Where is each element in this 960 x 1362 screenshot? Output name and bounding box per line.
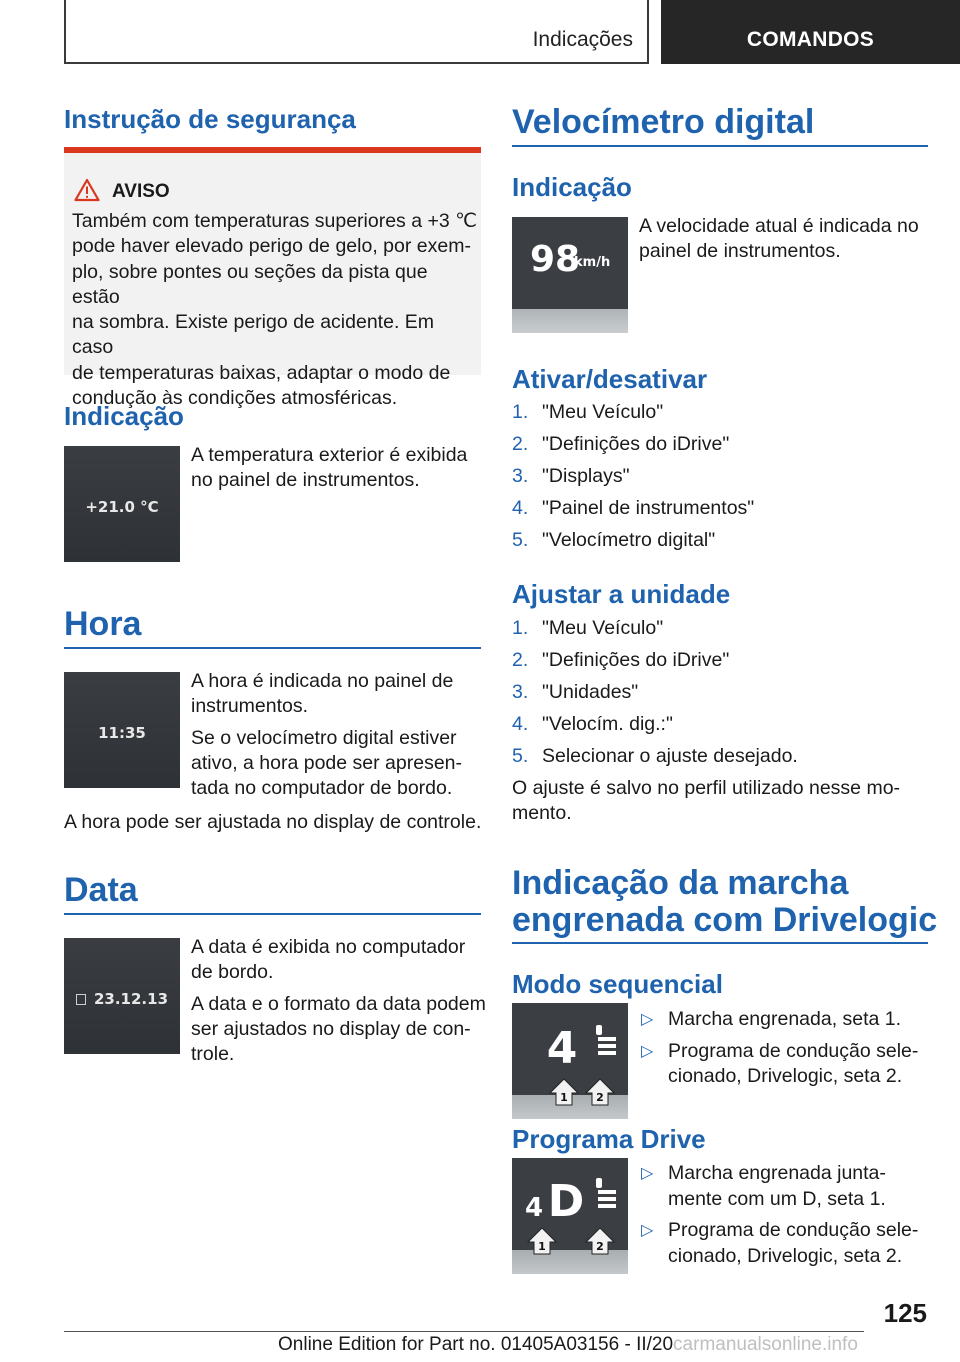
time-heading: Hora: [64, 605, 142, 643]
header-section-tab: [64, 0, 649, 64]
header-chapter-tab: [661, 0, 960, 64]
speed-display-image: [512, 217, 628, 333]
footer-rule: [64, 1331, 864, 1332]
drivelogic-bars-icon: [596, 1178, 616, 1208]
speed-display-unit: km/h: [574, 255, 611, 270]
date-heading-rule: [64, 913, 481, 915]
arrow-1-icon: [550, 1079, 578, 1105]
svg-text:2: 2: [596, 1091, 604, 1104]
gear-heading: Indicação da marcha engrenada com Drivelogic: [512, 864, 938, 939]
warning-box: [64, 147, 481, 410]
temperature-display-image: [64, 446, 180, 562]
arrow-2-icon: [586, 1079, 614, 1105]
list-item: 2. "Definições do iDrive": [512, 433, 730, 455]
list-item: ▷ Programa de condução sele- cionado, Drivelogic, seta 2.: [641, 1219, 919, 1267]
unit-note: O ajuste é salvo no perfil utilizado nesse mo- mento.: [512, 777, 901, 824]
list-item: 4. "Velocím. dig.:": [512, 713, 673, 735]
speed-indication-text: A velocidade atual é indicada no painel de instrumentos.: [639, 215, 919, 262]
time-display-value: 11:35: [98, 724, 146, 742]
temperature-heading: Indicação: [64, 401, 184, 431]
arrow-2-icon: [586, 1228, 614, 1254]
activate-heading: Ativar/desativar: [512, 364, 708, 394]
date-text-1: A data é exibida no computador de bordo.: [191, 936, 466, 983]
gear-digit: 4: [546, 1023, 578, 1074]
watermark-text: carmanualsonline.info: [673, 1334, 858, 1355]
footer-text: [278, 1334, 858, 1356]
date-text-2: A data e o formato da data podem ser ajustados no display de con- trole.: [191, 993, 486, 1065]
list-item: 3. "Displays": [512, 465, 630, 487]
gear-heading-rule: [512, 942, 928, 944]
unit-steps-list: [512, 616, 932, 776]
time-text-3: A hora pode ser ajustada no display de controle.: [64, 811, 482, 833]
activate-steps-list: [512, 400, 932, 560]
time-text-1: A hora é indicada no painel de instrumentos.: [191, 670, 454, 717]
temperature-display-value: +21.0 °C: [85, 498, 159, 516]
list-item: ▷ Programa de condução sele- cionado, Drivelogic, seta 2.: [641, 1039, 919, 1087]
sequential-heading: Modo sequencial: [512, 969, 723, 999]
unit-heading: Ajustar a unidade: [512, 579, 731, 609]
list-item: 3. "Unidades": [512, 681, 639, 703]
speedometer-heading: Velocímetro digital: [512, 103, 815, 141]
time-heading-rule: [64, 647, 481, 649]
temperature-text: A temperatura exterior é exibida no painel de instrumentos.: [191, 444, 468, 491]
date-display-image: [64, 938, 180, 1054]
warning-triangle-icon: [74, 178, 100, 202]
date-display-value: 23.12.13: [93, 990, 169, 1008]
safety-heading: Instrução de segurança: [64, 104, 356, 134]
drive-heading: Programa Drive: [512, 1124, 706, 1154]
list-item: 5. Selecionar o ajuste desejado.: [512, 745, 798, 767]
svg-text:2: 2: [596, 1240, 604, 1253]
warning-label: AVISO: [112, 181, 170, 202]
sequential-bullets: [639, 1007, 929, 1096]
gear-digit: 4: [524, 1193, 544, 1223]
list-item: 1. "Meu Veículo": [512, 401, 664, 423]
list-item: 1. "Meu Veículo": [512, 617, 664, 639]
drive-gear-display-image: [512, 1158, 628, 1274]
svg-text:1: 1: [560, 1091, 568, 1104]
sequential-gear-display-image: [512, 1003, 628, 1119]
drive-mode-letter: D: [547, 1176, 585, 1227]
speed-display-value: 98: [530, 239, 581, 280]
header-chapter-title: COMANDOS: [746, 28, 875, 51]
list-item: ▷ Marcha engrenada junta- mente com um D, seta 1.: [641, 1162, 886, 1210]
speedometer-heading-rule: [512, 145, 928, 147]
svg-text:1: 1: [538, 1240, 546, 1253]
drivelogic-bars-icon: [596, 1025, 616, 1055]
page-number: 125: [883, 1298, 927, 1328]
edition-text: Online Edition for Part no. 01405A03156 - II/20: [278, 1334, 674, 1355]
time-display-image: [64, 672, 180, 788]
time-text-2: Se o velocímetro digital estiver ativo, a hora pode ser apresen- tada no computador de bordo.: [191, 727, 463, 799]
date-heading: Data: [64, 871, 138, 909]
arrow-1-icon: [528, 1228, 556, 1254]
warning-text: Também com temperaturas superiores a +3 ℃ pode haver elevado perigo de gelo, por exem- plo, sobre pontes ou seções da pista que estão na sombra. Existe perigo de acidente. Em caso de temperaturas baixas, adaptar o modo de condução às condições atmosféricas.: [72, 210, 478, 410]
list-item: 2. "Definições do iDrive": [512, 649, 730, 671]
list-item: 5. "Velocímetro digital": [512, 529, 716, 551]
drive-bullets: [639, 1161, 929, 1275]
header-section-title: Indicações: [532, 28, 633, 51]
list-item: 4. "Painel de instrumentos": [512, 497, 755, 519]
calendar-icon: [76, 994, 86, 1005]
list-item: ▷ Marcha engrenada, seta 1.: [641, 1008, 902, 1030]
speed-indication-heading: Indicação: [512, 172, 632, 202]
